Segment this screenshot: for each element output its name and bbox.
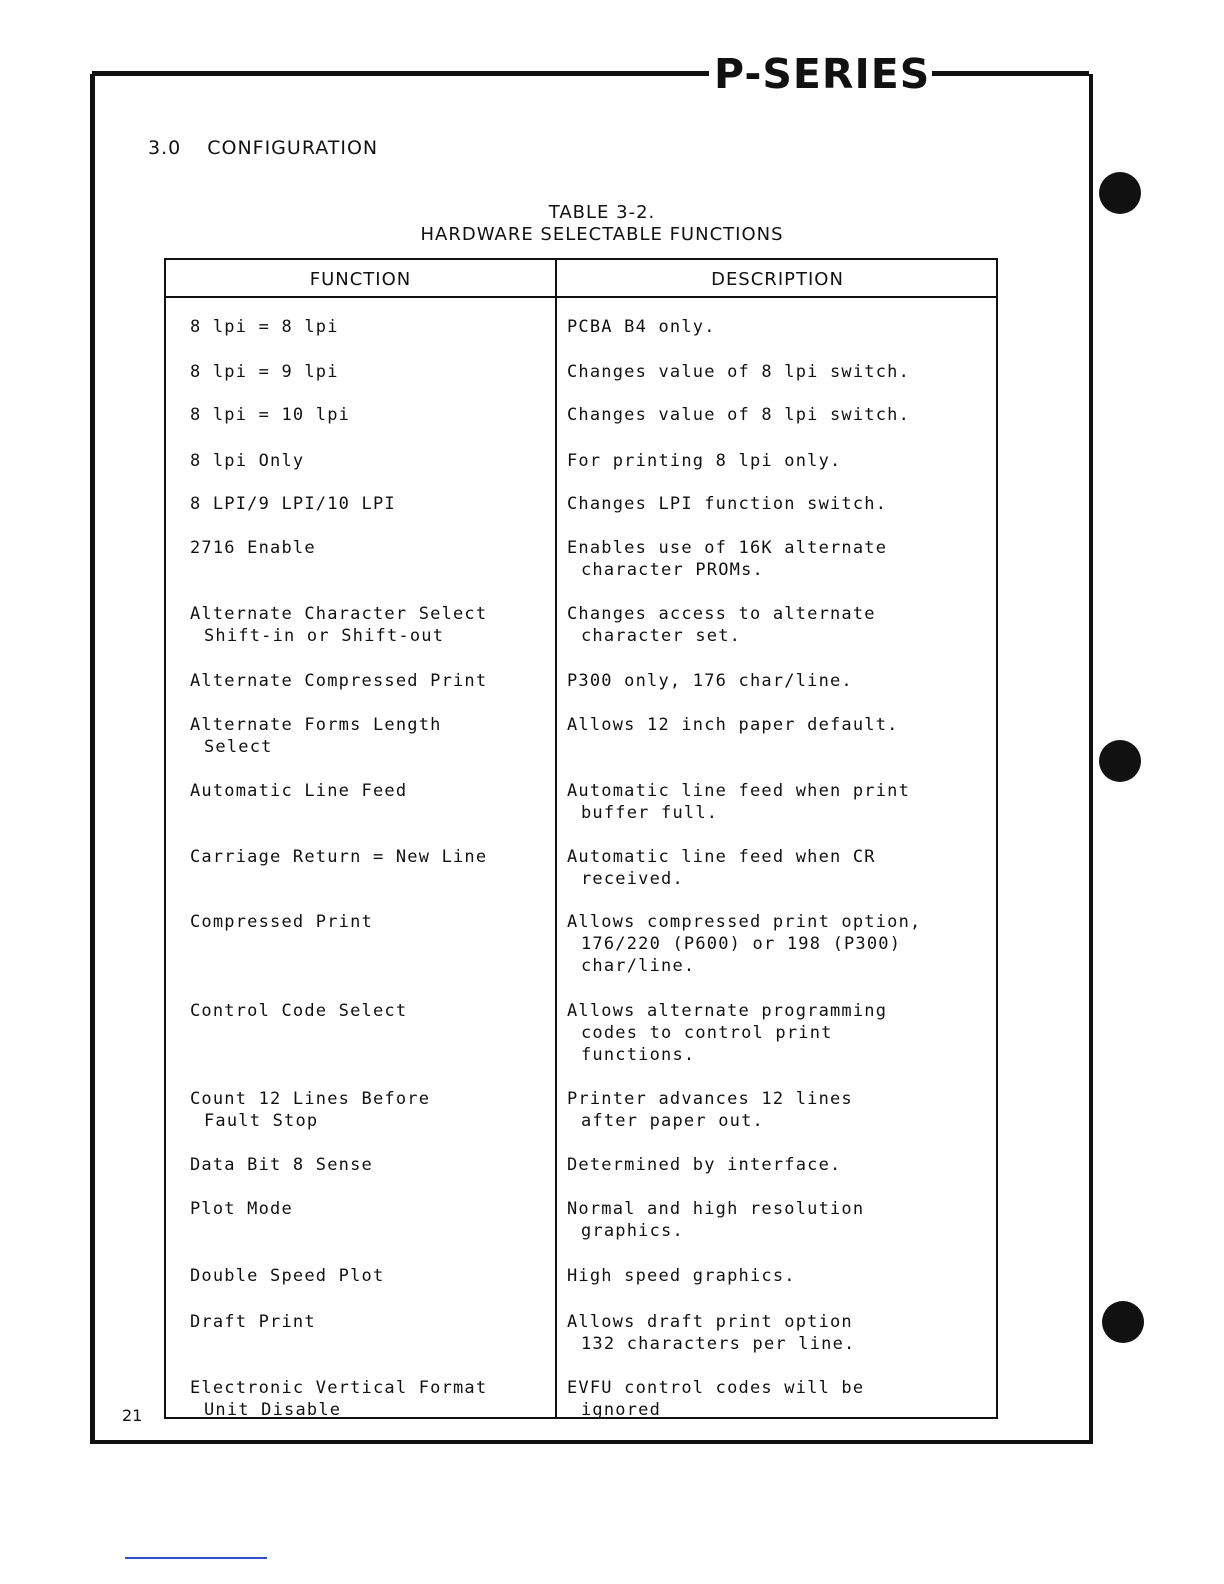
description-text: High speed graphics. <box>567 1266 796 1286</box>
function-cell <box>190 316 550 338</box>
function-cell <box>190 450 550 472</box>
description-text: Changes access to alternate <box>567 604 876 624</box>
function-cell <box>190 404 550 426</box>
table-caption <box>0 202 1224 246</box>
description-text: Changes value of 8 lpi switch. <box>567 362 911 382</box>
page-number: 21 <box>122 1406 143 1425</box>
description-text: 132 characters per line. <box>581 1334 856 1354</box>
function-cell <box>190 1198 550 1220</box>
function-text: 8 lpi Only <box>190 451 305 471</box>
function-cell <box>190 1377 550 1421</box>
description-text: PCBA B4 only. <box>567 317 716 337</box>
column-header-function: FUNCTION <box>309 269 412 290</box>
function-text: Alternate Character Select <box>190 604 488 624</box>
description-cell <box>567 603 997 647</box>
description-cell <box>567 1377 997 1421</box>
function-text: Plot Mode <box>190 1199 293 1219</box>
table-caption-number: TABLE 3-2. <box>548 202 656 223</box>
function-cell <box>190 1000 550 1022</box>
section-title: CONFIGURATION <box>207 137 379 159</box>
description-text: received. <box>581 869 684 889</box>
description-text: For printing 8 lpi only. <box>567 451 842 471</box>
function-text: Shift-in or Shift-out <box>204 626 445 646</box>
description-text: Printer advances 12 lines <box>567 1089 853 1109</box>
function-text: 8 lpi = 8 lpi <box>190 317 339 337</box>
table-caption-title: HARDWARE SELECTABLE FUNCTIONS <box>420 224 784 245</box>
footer-rule <box>125 1557 267 1559</box>
description-text: Determined by interface. <box>567 1155 842 1175</box>
binder-hole <box>1102 1301 1144 1343</box>
description-cell <box>567 846 997 890</box>
function-text: 8 lpi = 10 lpi <box>190 405 351 425</box>
description-text: codes to control print <box>581 1023 833 1043</box>
description-text: Automatic line feed when print <box>567 781 911 801</box>
description-text: functions. <box>581 1045 696 1065</box>
function-text: Select <box>204 737 273 757</box>
function-text: 8 lpi = 9 lpi <box>190 362 339 382</box>
function-cell <box>190 361 550 383</box>
description-cell <box>567 404 997 426</box>
function-text: Unit Disable <box>204 1400 342 1420</box>
function-text: 2716 Enable <box>190 538 316 558</box>
function-text: Fault Stop <box>204 1111 319 1131</box>
function-cell <box>190 846 550 868</box>
description-text: character PROMs. <box>581 560 764 580</box>
binder-hole <box>1099 740 1141 782</box>
function-cell <box>190 1265 550 1287</box>
function-cell <box>190 780 550 802</box>
description-text: EVFU control codes will be <box>567 1378 865 1398</box>
description-cell <box>567 1311 997 1355</box>
function-cell <box>190 714 550 758</box>
function-cell <box>190 537 550 559</box>
description-cell <box>567 1265 997 1287</box>
function-cell <box>190 911 550 933</box>
description-text: Allows draft print option <box>567 1312 853 1332</box>
description-cell <box>567 1088 997 1132</box>
function-cell <box>190 603 550 647</box>
description-cell <box>567 316 997 338</box>
function-text: Draft Print <box>190 1312 316 1332</box>
description-text: Changes value of 8 lpi switch. <box>567 405 911 425</box>
description-text: Allows alternate programming <box>567 1001 888 1021</box>
description-text: Changes LPI function switch. <box>567 494 888 514</box>
function-cell <box>190 1088 550 1132</box>
section-number: 3.0 <box>148 137 182 159</box>
brand-title: P-SERIES <box>714 50 931 98</box>
description-cell <box>567 1000 997 1066</box>
function-text: Count 12 Lines Before <box>190 1089 431 1109</box>
description-text: Enables use of 16K alternate <box>567 538 888 558</box>
function-text: Control Code Select <box>190 1001 408 1021</box>
binder-hole <box>1099 172 1141 214</box>
description-cell <box>567 537 997 581</box>
function-text: Double Speed Plot <box>190 1266 385 1286</box>
function-text: Compressed Print <box>190 912 373 932</box>
function-cell <box>190 1154 550 1176</box>
description-cell <box>567 670 997 692</box>
column-divider <box>555 260 557 1417</box>
functions-table <box>164 258 998 1419</box>
function-text: Electronic Vertical Format <box>190 1378 488 1398</box>
description-text: ignored <box>581 1400 662 1420</box>
section-heading <box>148 137 378 159</box>
function-cell <box>190 493 550 515</box>
column-header-description: DESCRIPTION <box>711 269 844 290</box>
function-text: Alternate Compressed Print <box>190 671 488 691</box>
header-divider <box>166 296 996 298</box>
description-text: buffer full. <box>581 803 719 823</box>
function-text: Alternate Forms Length <box>190 715 442 735</box>
description-cell <box>567 911 997 977</box>
description-text: char/line. <box>581 956 696 976</box>
description-cell <box>567 493 997 515</box>
function-cell <box>190 670 550 692</box>
description-cell <box>567 450 997 472</box>
description-text: Automatic line feed when CR <box>567 847 876 867</box>
function-text: Automatic Line Feed <box>190 781 408 801</box>
description-text: graphics. <box>581 1221 684 1241</box>
description-cell <box>567 1198 997 1242</box>
function-text: Carriage Return = New Line <box>190 847 488 867</box>
description-text: Allows compressed print option, <box>567 912 922 932</box>
description-cell <box>567 714 997 736</box>
description-text: P300 only, 176 char/line. <box>567 671 853 691</box>
description-text: character set. <box>581 626 742 646</box>
function-text: Data Bit 8 Sense <box>190 1155 373 1175</box>
description-cell <box>567 1154 997 1176</box>
description-text: 176/220 (P600) or 198 (P300) <box>581 934 902 954</box>
function-cell <box>190 1311 550 1333</box>
description-text: Normal and high resolution <box>567 1199 865 1219</box>
function-text: 8 LPI/9 LPI/10 LPI <box>190 494 396 514</box>
description-cell <box>567 780 997 824</box>
description-text: after paper out. <box>581 1111 764 1131</box>
description-cell <box>567 361 997 383</box>
description-text: Allows 12 inch paper default. <box>567 715 899 735</box>
